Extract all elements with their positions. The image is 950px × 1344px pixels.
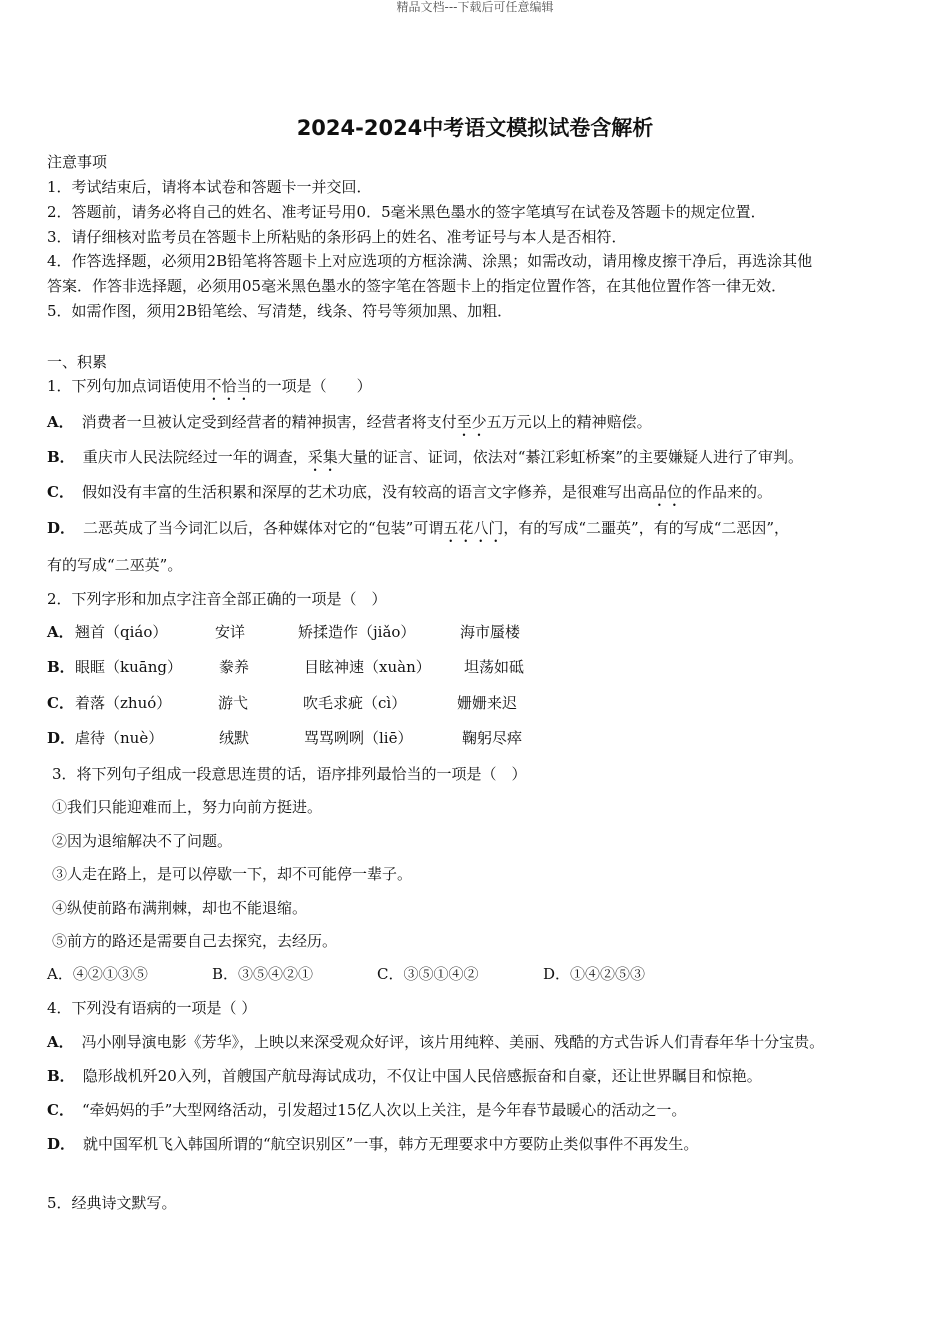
notice-heading: 注意事项 [47, 153, 108, 171]
option-text: 假如没有丰富的生活积累和深厚的艺术功底，没有较高的语言文字修养，是很难写出高 [81, 483, 652, 501]
question-2-stem: 2．下列字形和加点字注音全部正确的一项是（ ） [47, 590, 387, 608]
option-text: 大量的证言、证词，依法对“綦江彩虹桥案”的主要嫌疑人进行了审判。 [337, 448, 804, 466]
question-3-sentence: ④纵使前路布满荆棘，却也不能退缩。 [52, 899, 308, 917]
option-cell: 目眩神速（xuàn） [304, 658, 431, 676]
option-label: D． [47, 1135, 76, 1153]
option-cell: 矫揉造作（jiǎo） [298, 623, 416, 641]
option-cell: 虐待（nuè） [75, 729, 164, 747]
header-note: 精品文档---下载后可任意编辑 [396, 0, 554, 14]
option-cell: 豢养 [219, 658, 250, 676]
question-5-stem: 5．经典诗文默写。 [47, 1194, 177, 1212]
notice-item: 答案．作答非选择题，必须用05毫米黑色墨水的签字笔在答题卡上的指定位置作答，在其他位置作答一律无效． [47, 277, 787, 295]
stem-text: 1．下列句加点词语使用 [47, 377, 207, 395]
notice-item: 3．请仔细核对监考员在答题卡上所粘贴的条形码上的姓名、准考证号与本人是否相符． [47, 228, 627, 246]
option-label: A． [47, 623, 74, 641]
option-text: 消费者一旦被认定受到经营者的精神损害，经营者将支付 [81, 413, 457, 431]
option-cell: 游弋 [218, 694, 249, 712]
question-1-continuation: 有的写成“二巫英”。 [47, 556, 183, 574]
dotted-word: 五花八门 [443, 519, 504, 537]
question-3-option: A．④②①③⑤ [47, 965, 148, 983]
section-heading: 一、积累 [47, 353, 108, 371]
option-label: B． [47, 1067, 75, 1085]
option-label: C． [47, 1101, 74, 1119]
option-cell: 吹毛求疵（cì） [303, 694, 407, 712]
option-label: D． [47, 729, 76, 747]
question-3-option: D．①④②⑤③ [543, 965, 646, 983]
option-cell: 着落（zhuó） [75, 694, 172, 712]
question-3-sentence: ⑤前方的路还是需要自己去探究，去经历。 [52, 932, 338, 950]
question-3-stem: 3．将下列句子组成一段意思连贯的话，语序排列最恰当的一项是（ ） [52, 765, 527, 783]
option-cell: 翘首（qiáo） [75, 623, 168, 641]
option-label: C． [47, 483, 74, 501]
option-label: D． [47, 519, 76, 537]
dotted-word: 至少 [456, 413, 487, 431]
option-text: 重庆市人民法院经过一年的调查， [82, 448, 308, 466]
option-cell: 姗姗来迟 [457, 694, 518, 712]
notice-item: 5．如需作图，须用2B铅笔绘、写清楚，线条、符号等须加黑、加粗． [47, 302, 513, 320]
stem-text: 的一项是（ ） [251, 377, 372, 395]
question-3-sentence: ③人走在路上，是可以停歇一下，却不可能停一辈子。 [52, 865, 413, 883]
notice-item: 2．答题前，请务必将自己的姓名、准考证号用0．5毫米黑色墨水的签字笔填写在试卷及答题卡的规定位置． [47, 203, 766, 221]
question-3-sentence: ②因为退缩解决不了问题。 [52, 832, 233, 850]
option-cell: 骂骂咧咧（liē） [304, 729, 413, 747]
dotted-word: 品位 [651, 483, 682, 501]
option-cell: 坦荡如砥 [464, 658, 525, 676]
option-text: 二恶英成了当今词汇以后，各种媒体对它的“包装”可谓 [83, 519, 444, 537]
question-4-option-c [47, 1100, 686, 1120]
option-text: 五万元以上的精神赔偿。 [486, 413, 652, 431]
notice-item: 1．考试结束后，请将本试卷和答题卡一并交回． [47, 178, 372, 196]
option-text: 冯小刚导演电影《芳华》，上映以来深受观众好评，该片用纯粹、美丽、残酷的方式告诉人们青春年华十分宝贵。 [81, 1033, 825, 1051]
question-3-sentence: ①我们只能迎难而上，努力向前方挺进。 [52, 798, 323, 816]
option-label: C． [47, 694, 74, 712]
question-1-option-b [47, 447, 803, 475]
option-text: 就中国军机飞入韩国所谓的“航空识别区”一事，韩方无理要求中方要防止类似事件不再发生。 [83, 1135, 699, 1153]
question-4-option-b [47, 1066, 762, 1086]
question-1-stem [47, 376, 372, 404]
question-1-option-a [47, 412, 652, 440]
option-cell: 鞠躬尽瘁 [462, 729, 523, 747]
option-text: ，有的写成“二噩英”，有的写成“二恶因”， [503, 519, 790, 537]
option-cell: 海市蜃楼 [460, 623, 521, 641]
option-label: B． [47, 658, 75, 676]
option-cell: 绒默 [219, 729, 250, 747]
option-label: B． [47, 448, 75, 466]
question-4-stem: 4．下列没有语病的一项是（ ） [47, 999, 257, 1017]
question-4-option-d [47, 1134, 698, 1154]
question-3-option: C．③⑤①④② [377, 965, 479, 983]
option-text: 的作品来的。 [681, 483, 772, 501]
dotted-word: 不恰当 [206, 377, 252, 395]
notice-item: 4．作答选择题，必须用2B铅笔将答题卡上对应选项的方框涂满、涂黑；如需改动，请用橡皮擦干净后，再选涂其他 [47, 252, 813, 270]
question-1-option-d [47, 518, 789, 546]
page-title: 2024-2024中考语文模拟试卷含解析 [296, 116, 654, 140]
option-label: A． [47, 1033, 74, 1051]
option-cell: 眼眶（kuāng） [75, 658, 182, 676]
dotted-word: 采集 [307, 448, 338, 466]
option-text: 隐形战机歼20入列，首艘国产航母海试成功，不仅让中国人民倍感振奋和自豪，还让世界瞩目和惊艳。 [82, 1067, 762, 1085]
question-3-option: B．③⑤④②① [212, 965, 314, 983]
question-1-option-c [47, 482, 772, 510]
option-cell: 安详 [215, 623, 246, 641]
option-label: A． [47, 413, 74, 431]
question-4-option-a [47, 1032, 824, 1052]
option-text: “牵妈妈的手”大型网络活动，引发超过15亿人次以上关注，是今年春节最暖心的活动之一。 [81, 1101, 687, 1119]
